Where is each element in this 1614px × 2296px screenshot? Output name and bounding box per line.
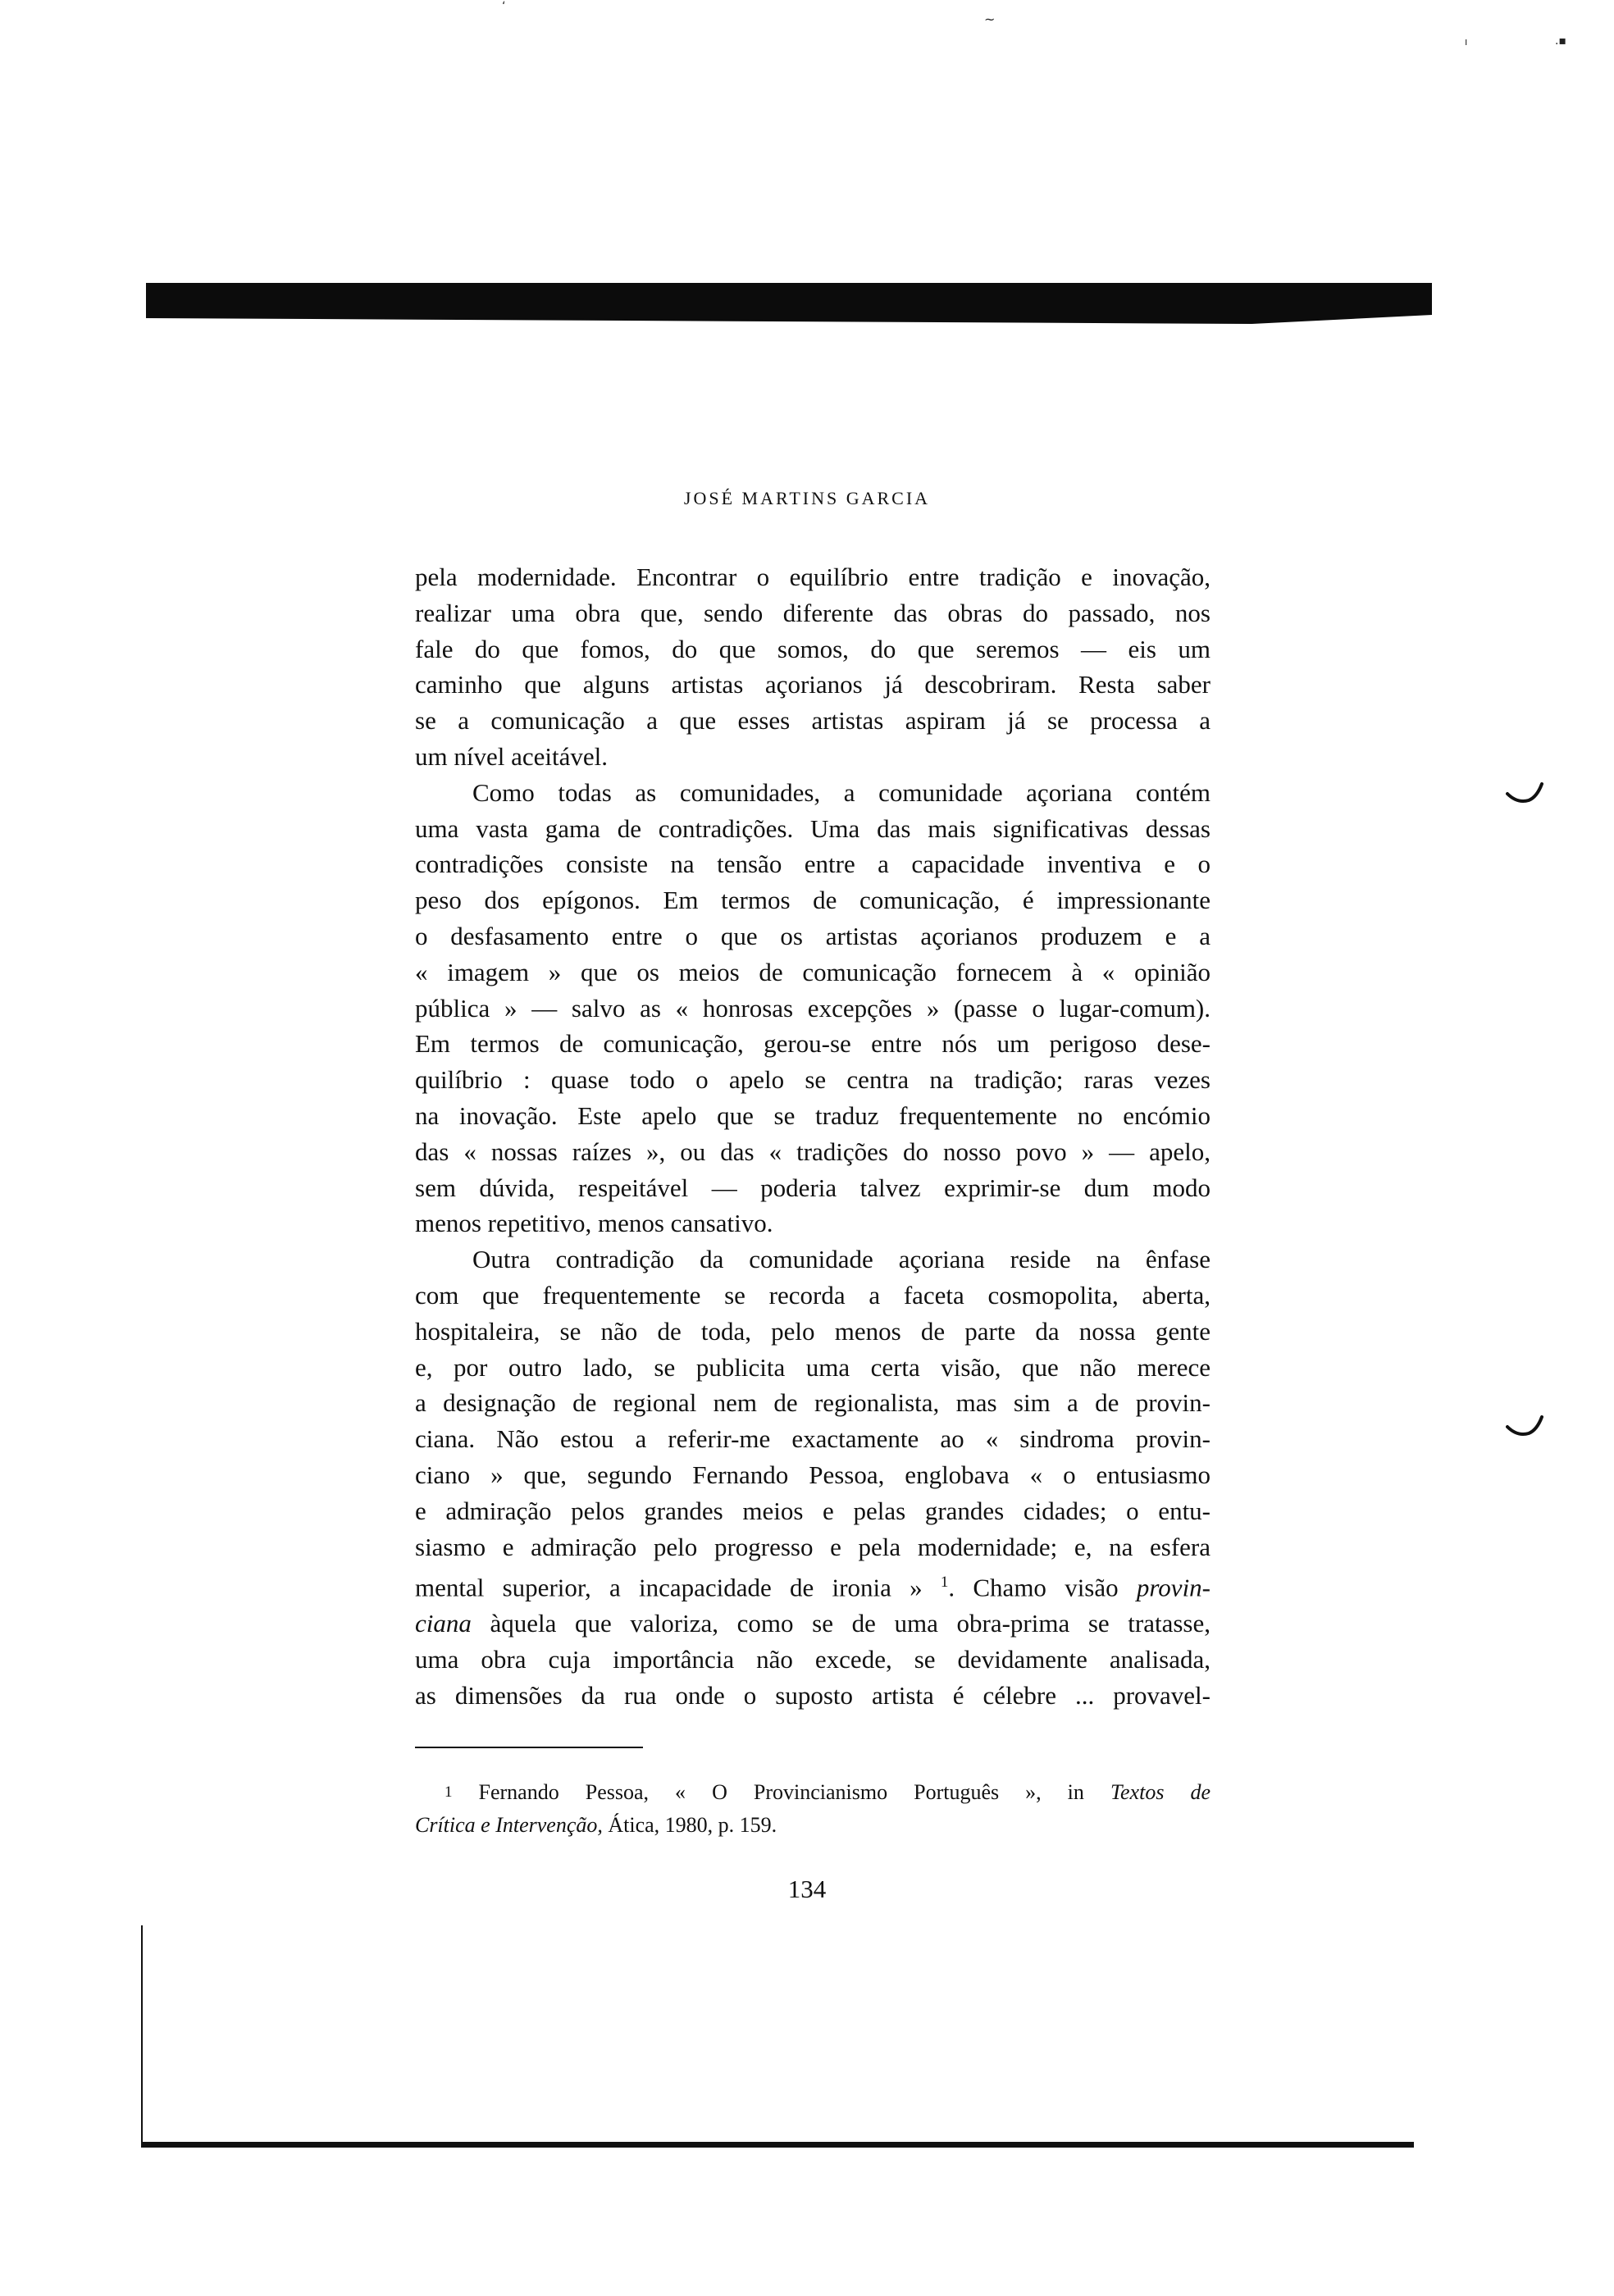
- scan-speck: ı: [1465, 36, 1468, 48]
- text-line: caminho que alguns artistas açorianos já descobriram. Resta saber: [415, 670, 1210, 699]
- footnote: [415, 1776, 1210, 1842]
- running-head: JOSÉ MARTINS GARCIA: [683, 488, 931, 508]
- footnote-line: 1 Fernando Pessoa, « O Provincianismo Português », in Textos de: [445, 1780, 1210, 1804]
- text-line: um nível aceitável.: [415, 741, 608, 771]
- text-line: a designação de regional nem de regionalista, mas sim a de provin-: [415, 1388, 1210, 1418]
- text-line: realizar uma obra que, sendo diferente das obras do passado, nos: [415, 598, 1210, 627]
- text-line: o desfasamento entre o que os artistas açorianos produzem e a: [415, 921, 1210, 950]
- scan-speck: ~: [984, 11, 996, 27]
- text-line: Outra contradição da comunidade açoriana reside na ênfase: [472, 1245, 1210, 1274]
- text-line: siasmo e admiração pelo progresso e pela modernidade; e, na esfera: [415, 1532, 1210, 1561]
- text-line: se a comunicação a que esses artistas aspiram já se processa a: [415, 706, 1210, 736]
- text-line: ciana àquela que valoriza, como se de uma obra-prima se tratasse,: [415, 1609, 1210, 1638]
- text-line: com que frequentemente se recorda a faceta cosmopolita, aberta,: [415, 1280, 1210, 1310]
- text-line: menos repetitivo, menos cansativo.: [415, 1209, 773, 1238]
- text-line: quilíbrio : quase todo o apelo se centra na tradição; raras vezes: [415, 1065, 1210, 1095]
- text-line: sem dúvida, respeitável — poderia talvez exprimir-se dum modo: [415, 1173, 1210, 1202]
- text-line: « imagem » que os meios de comunicação fornecem à « opinião: [415, 957, 1210, 986]
- scan-border-bottom: [141, 2142, 1414, 2148]
- footnote-reference: 1: [940, 1574, 949, 1592]
- text-line: Em termos de comunicação, gerou-se entre nós um perigoso dese-: [415, 1029, 1210, 1059]
- text-line: pública » — salvo as « honrosas excepções » (passe o lugar-comum).: [415, 993, 1210, 1023]
- text-line: e, por outro lado, se publicita uma certa visão, que não merece: [415, 1352, 1210, 1382]
- text-line: uma vasta gama de contradições. Uma das mais significativas dessas: [415, 813, 1210, 843]
- text-line: ciana. Não estou a referir-me exactamente ao « sindroma provin-: [415, 1424, 1210, 1454]
- margin-check-mark: [1506, 782, 1543, 807]
- footnote-line: Crítica e Intervenção, Ática, 1980, p. 159.: [415, 1813, 777, 1837]
- body-text: [415, 559, 1210, 1714]
- scan-speck: ‘: [502, 0, 506, 13]
- text-line: uma obra cuja importância não excede, se devidamente analisada,: [415, 1645, 1210, 1674]
- text-line: das « nossas raízes », ou das « tradições do nosso povo » — apelo,: [415, 1137, 1210, 1166]
- text-line: as dimensões da rua onde o suposto artista é célebre ... provavel-: [415, 1681, 1210, 1711]
- scan-border-left: [141, 1925, 143, 2147]
- text-line: na inovação. Este apelo que se traduz frequentemente no encómio: [415, 1100, 1210, 1130]
- text-line: e admiração pelos grandes meios e pelas grandes cidades; o entu-: [415, 1496, 1210, 1525]
- text-line: ciano » que, segundo Fernando Pessoa, englobava « o entusiasmo: [415, 1460, 1210, 1489]
- text-line: hospitaleira, se não de toda, pelo menos de parte da nossa gente: [415, 1316, 1210, 1346]
- footnote-number: 1: [445, 1784, 453, 1801]
- scan-speck: .▪: [1555, 34, 1566, 48]
- text-line: fale do que fomos, do que somos, do que seremos — eis um: [415, 634, 1210, 663]
- text-line: Como todas as comunidades, a comunidade açoriana contém: [472, 777, 1210, 807]
- text-line: peso dos epígonos. Em termos de comunicação, é impressionante: [415, 886, 1210, 915]
- page-number: 134: [787, 1875, 827, 1903]
- margin-check-mark: [1506, 1415, 1543, 1440]
- text-line: pela modernidade. Encontrar o equilíbrio entre tradição e inovação,: [415, 563, 1210, 591]
- text-line: contradições consiste na tensão entre a capacidade inventiva e o: [415, 850, 1210, 879]
- page-top-black-bar: [146, 283, 1432, 324]
- footnote-separator: [415, 1747, 643, 1748]
- text-line: mental superior, a incapacidade de ironia » $^1$. Chamo visão provin-: [415, 1573, 1210, 1602]
